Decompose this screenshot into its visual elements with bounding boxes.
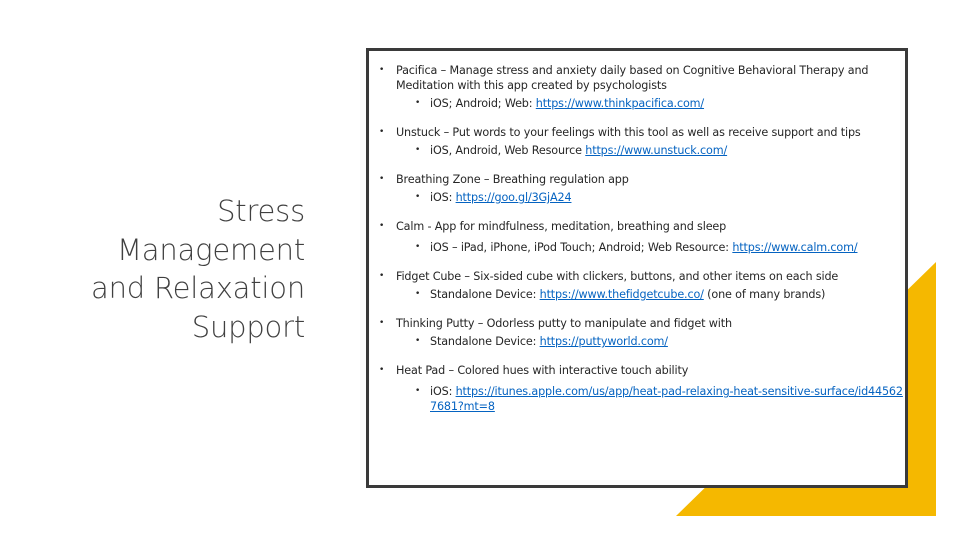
resource-list [375, 63, 905, 414]
list-item-fidget-cube [375, 269, 905, 284]
bullet-icon: • [415, 192, 421, 202]
bullet-icon: • [379, 174, 385, 184]
sub-item-heat-pad [375, 384, 905, 414]
pacifica-link[interactable]: https://www.thinkpacifica.com/ [535, 97, 705, 110]
platforms-label: iOS: [430, 385, 456, 398]
item-description: Breathing Zone – Breathing regulation app [396, 173, 629, 186]
sub-item-calm [375, 240, 905, 255]
bullet-icon: • [379, 65, 385, 75]
bullet-icon: • [379, 271, 385, 281]
resource-list-box [366, 48, 908, 488]
sub-item-breathing-zone [375, 190, 905, 205]
brand-note: (one of many brands) [703, 288, 826, 301]
list-item-heat-pad [375, 363, 905, 378]
platforms-label: iOS; Android; Web: [430, 97, 536, 110]
bullet-icon: • [415, 386, 421, 396]
fidget-cube-link[interactable]: https://www.thefidgetcube.co/ [539, 288, 704, 301]
item-description: Unstuck – Put words to your feelings with this tool as well as receive support and tips [396, 126, 861, 139]
bullet-icon: • [415, 145, 421, 155]
bullet-icon: • [415, 242, 421, 252]
bullet-icon: • [415, 289, 421, 299]
list-item-calm [375, 219, 905, 234]
platforms-label: Standalone Device: [430, 288, 540, 301]
breathing-zone-link[interactable]: https://goo.gl/3GjA24 [455, 191, 572, 204]
heat-pad-link[interactable]: https://itunes.apple.com/us/app/heat-pad-relaxing-heat-sensitive-surface/id445627681?mt=8 [430, 385, 903, 413]
platforms-label: iOS, Android, Web Resource [430, 144, 586, 157]
item-description: Thinking Putty – Odorless putty to manipulate and fidget with [396, 317, 732, 330]
sub-item-pacifica [375, 96, 905, 111]
title-line: Support [191, 309, 305, 344]
bullet-icon: • [379, 127, 385, 137]
thinking-putty-link[interactable]: https://puttyworld.com/ [539, 335, 668, 348]
list-item-thinking-putty [375, 316, 905, 331]
slide-title [25, 192, 305, 346]
title-line: Stress [217, 194, 305, 228]
list-item-unstuck [375, 125, 905, 140]
unstuck-link[interactable]: https://www.unstuck.com/ [585, 144, 728, 157]
bullet-icon: • [415, 98, 421, 108]
bullet-icon: • [415, 336, 421, 346]
list-item-pacifica [375, 63, 905, 93]
list-item-breathing-zone [375, 172, 905, 187]
calm-link[interactable]: https://www.calm.com/ [732, 241, 858, 254]
item-description: Heat Pad – Colored hues with interactive touch ability [396, 364, 689, 377]
platforms-label: Standalone Device: [430, 335, 540, 348]
title-line: Management [116, 232, 305, 267]
platforms-label: iOS – iPad, iPhone, iPod Touch; Android; Web Resource: [430, 241, 733, 254]
bullet-icon: • [379, 365, 385, 375]
item-description: Fidget Cube – Six-sided cube with clickers, buttons, and other items on each side [396, 270, 839, 283]
item-description: Calm - App for mindfulness, meditation, breathing and sleep [396, 220, 727, 233]
item-description: Pacifica – Manage stress and anxiety daily based on Cognitive Behavioral Therapy and Meditation with this app created by psychologists [396, 64, 869, 92]
sub-item-fidget-cube [375, 287, 905, 302]
sub-item-thinking-putty [375, 334, 905, 349]
title-line: and Relaxation [91, 271, 305, 305]
platforms-label: iOS: [430, 191, 456, 204]
bullet-icon: • [379, 221, 385, 231]
bullet-icon: • [379, 318, 385, 328]
sub-item-unstuck [375, 143, 905, 158]
